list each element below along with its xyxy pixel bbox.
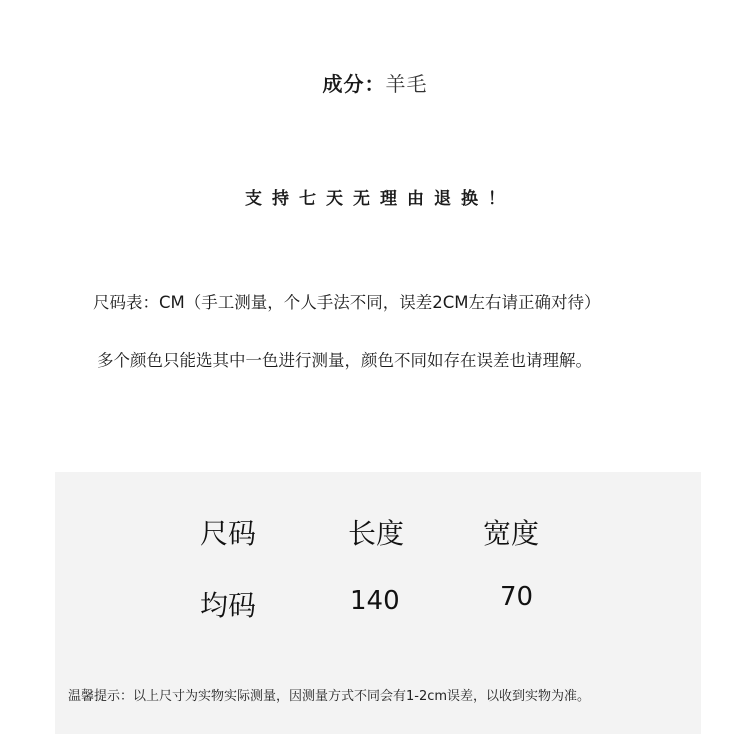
color-note: 多个颜色只能选其中一色进行测量，颜色不同如存在误差也请理解。 (97, 351, 592, 370)
header-width: 宽度 (483, 517, 540, 550)
composition-line (0, 68, 750, 97)
row-size-value: 均码 (200, 589, 257, 622)
measurement-tip: 温馨提示：以上尺寸为实物实际测量，因测量方式不同会有1-2cm误差，以收到实物为准。 (68, 689, 591, 704)
row-width-value: 70 (500, 582, 534, 612)
row-length-value: 140 (350, 586, 400, 616)
composition-value: 羊毛 (385, 72, 428, 96)
header-size: 尺码 (200, 517, 257, 550)
header-length: 长度 (348, 517, 405, 550)
return-policy-text: 支持七天无理由退换！ (245, 189, 515, 209)
composition-label: 成分： (322, 72, 386, 96)
size-chart-note: 尺码表：CM（手工测量，个人手法不同，误差2CM左右请正确对待） (93, 293, 601, 312)
size-table-panel (55, 472, 701, 734)
